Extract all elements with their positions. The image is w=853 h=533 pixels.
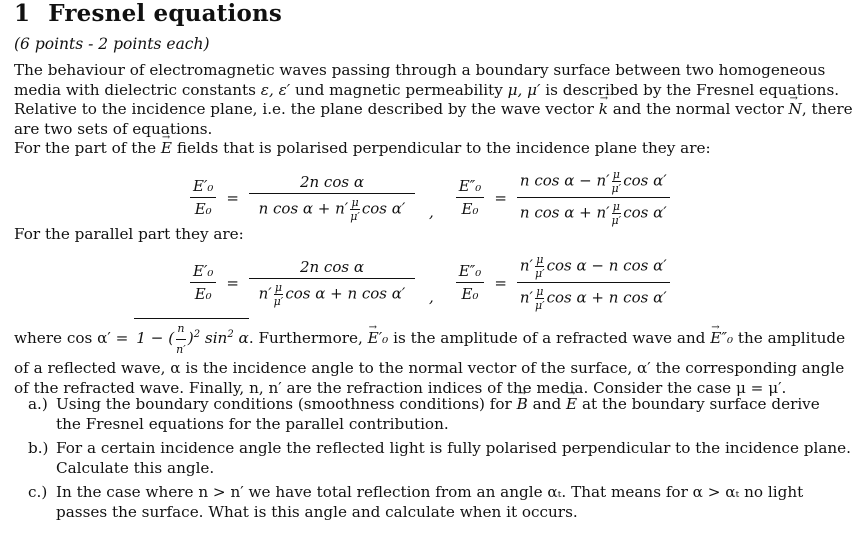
denominator: μ′ (611, 182, 622, 195)
equals-sign: = (494, 273, 507, 292)
rhs-fraction (249, 173, 415, 223)
text: Using the boundary conditions (smoothness conditions) for (56, 395, 517, 413)
text: und magnetic permeability (290, 80, 508, 99)
task-label: b.) (28, 439, 49, 458)
equals-sign: = (494, 188, 507, 207)
parallel-equations (190, 253, 670, 312)
term: cos α′ (623, 171, 667, 190)
task-label: a.) (28, 395, 48, 413)
numerator: E″₀ (456, 262, 485, 283)
perpendicular-equations (190, 168, 670, 227)
lhs-fraction (190, 262, 216, 303)
numerator: E′₀ (190, 177, 216, 198)
term: 1 − ( (136, 329, 175, 348)
term: n cos α + n′ (519, 203, 610, 222)
rhs-fraction (517, 168, 670, 227)
equals-sign: = (226, 188, 239, 207)
where-line-1 (14, 318, 846, 359)
text: . Furthermore, (248, 329, 368, 348)
intro-line-5 (14, 139, 804, 159)
task-line (56, 395, 820, 415)
points-note: (6 points - 2 points each) (14, 35, 210, 53)
denominator: μ′ (350, 209, 360, 223)
normal-vector-symbol: → N (789, 100, 802, 120)
task-line: the Fresnel equations for the parallel contribution. (56, 414, 449, 433)
text: media with dielectric constants (14, 80, 261, 99)
separator: , (428, 288, 434, 306)
section-number: 1 (14, 0, 31, 27)
mu-ratio (534, 285, 546, 312)
text: and the normal vector (607, 100, 789, 119)
denominator: μ′ (611, 214, 622, 227)
intro-line-3 (14, 100, 853, 120)
term: n′ (519, 288, 533, 307)
rhs-fraction (249, 258, 415, 308)
e-field-symbol: → E (161, 139, 172, 159)
numerator (517, 253, 670, 283)
term: α (233, 329, 249, 348)
mu-ratio (349, 196, 361, 223)
separator: , (428, 203, 434, 221)
mu-ratio (534, 253, 546, 280)
where-line-2: of a reflected wave, α is the incidence angle to the normal vector of the surface, α′ the corresponding angle (14, 359, 845, 378)
denominator: E₀ (461, 200, 479, 218)
text: and (527, 395, 567, 413)
denominator: n′ (176, 342, 186, 356)
permeability-symbols: μ, μ′ (507, 80, 541, 99)
mu-ratio (611, 168, 623, 195)
denominator: E₀ (194, 200, 212, 218)
numerator: μ (612, 168, 620, 181)
task-line: For a certain incidence angle the reflected light is fully polarised perpendicular to the incidence plane. (56, 439, 851, 458)
text: Relative to the incidence plane, i.e. the plane described by the wave vector (14, 100, 599, 119)
intro-line-4: are two sets of equations. (14, 119, 213, 138)
exponent: 2 (193, 329, 201, 341)
term: cos α′ (361, 199, 406, 217)
term: n′ (519, 256, 533, 275)
denominator (517, 198, 670, 227)
numerator: 2n cos α (249, 258, 415, 279)
lhs-fraction (456, 177, 485, 218)
term: cos α′ (623, 203, 667, 222)
mu-ratio (611, 200, 623, 227)
intro-paragraph (14, 61, 853, 159)
section-heading (14, 0, 282, 27)
exponent: 2 (227, 329, 234, 341)
task-label: c.) (28, 483, 48, 502)
denominator (256, 279, 409, 308)
mu-ratio (273, 281, 285, 308)
wave-vector-symbol: → k (599, 100, 608, 120)
numerator: μ (612, 200, 620, 213)
term: cos α + n cos α′ (546, 288, 667, 307)
equals-sign: = (226, 273, 239, 292)
denominator: E₀ (194, 285, 212, 303)
intro-line-1: The behaviour of electromagnetic waves passing through a boundary surface between two homogeneous (14, 61, 826, 79)
e-field-symbol: → E (566, 395, 577, 415)
term: n′ (258, 284, 272, 302)
text: For the part of the (14, 139, 161, 158)
term: n cos α + n′ (258, 199, 349, 217)
term: sin (200, 329, 228, 348)
lhs-fraction (456, 262, 485, 303)
task-item-b (28, 439, 851, 478)
task-line: In the case where n > n′ we have total reflection from an angle αₜ. That means for α > αₜ no light (56, 483, 804, 502)
text: the amplitude (733, 329, 846, 348)
text: , there (801, 100, 853, 119)
denominator (517, 283, 670, 312)
term: cos α − n cos α′ (546, 256, 667, 275)
reflected-amplitude-symbol: → E″₀ (710, 329, 733, 349)
term: cos α + n cos α′ (285, 284, 406, 302)
text: where cos α′ = (14, 329, 134, 348)
denominator: μ′ (534, 267, 545, 280)
parallel-intro: For the parallel part they are: (14, 225, 244, 243)
b-field-symbol: → B (517, 395, 528, 415)
text: is described by the Fresnel equations. (540, 80, 840, 99)
numerator: n (176, 319, 185, 340)
term: ) (187, 329, 194, 348)
task-item-c (28, 483, 804, 522)
numerator: E″₀ (456, 177, 485, 198)
sqrt-expression (134, 318, 249, 359)
numerator: μ (351, 195, 359, 209)
numerator: μ (536, 285, 544, 298)
rhs-fraction (517, 253, 670, 312)
task-item-a (28, 395, 820, 434)
refracted-amplitude-symbol: → E′₀ (368, 329, 389, 349)
numerator: μ (536, 253, 544, 266)
n-ratio (175, 319, 187, 359)
text: at the boundary surface derive (577, 395, 820, 413)
task-list (28, 395, 851, 528)
numerator: E′₀ (190, 262, 216, 283)
numerator: 2n cos α (249, 173, 415, 194)
lhs-fraction (190, 177, 216, 218)
where-line-3: of the refracted wave. Finally, n, n′ are the refraction indices of the media. Consider the case μ = μ′. (14, 378, 787, 397)
section-title: Fresnel equations (48, 0, 283, 27)
text: is the amplitude of a refracted wave and (388, 329, 711, 348)
text: fields that is polarised perpendicular to the incidence plane they are: (172, 139, 711, 158)
intro-line-2 (14, 80, 840, 101)
denominator: μ′ (534, 299, 545, 312)
numerator (517, 168, 670, 198)
denominator: E₀ (461, 285, 479, 303)
term: n cos α − n′ (519, 171, 610, 190)
where-paragraph (14, 318, 846, 398)
task-line: Calculate this angle. (56, 458, 215, 477)
denominator (256, 194, 409, 223)
task-line: passes the surface. What is this angle and calculate when it occurs. (56, 502, 578, 521)
denominator: μ′ (273, 294, 284, 308)
numerator: μ (274, 280, 283, 294)
dielectric-symbols: ε, ε′ (260, 80, 291, 99)
